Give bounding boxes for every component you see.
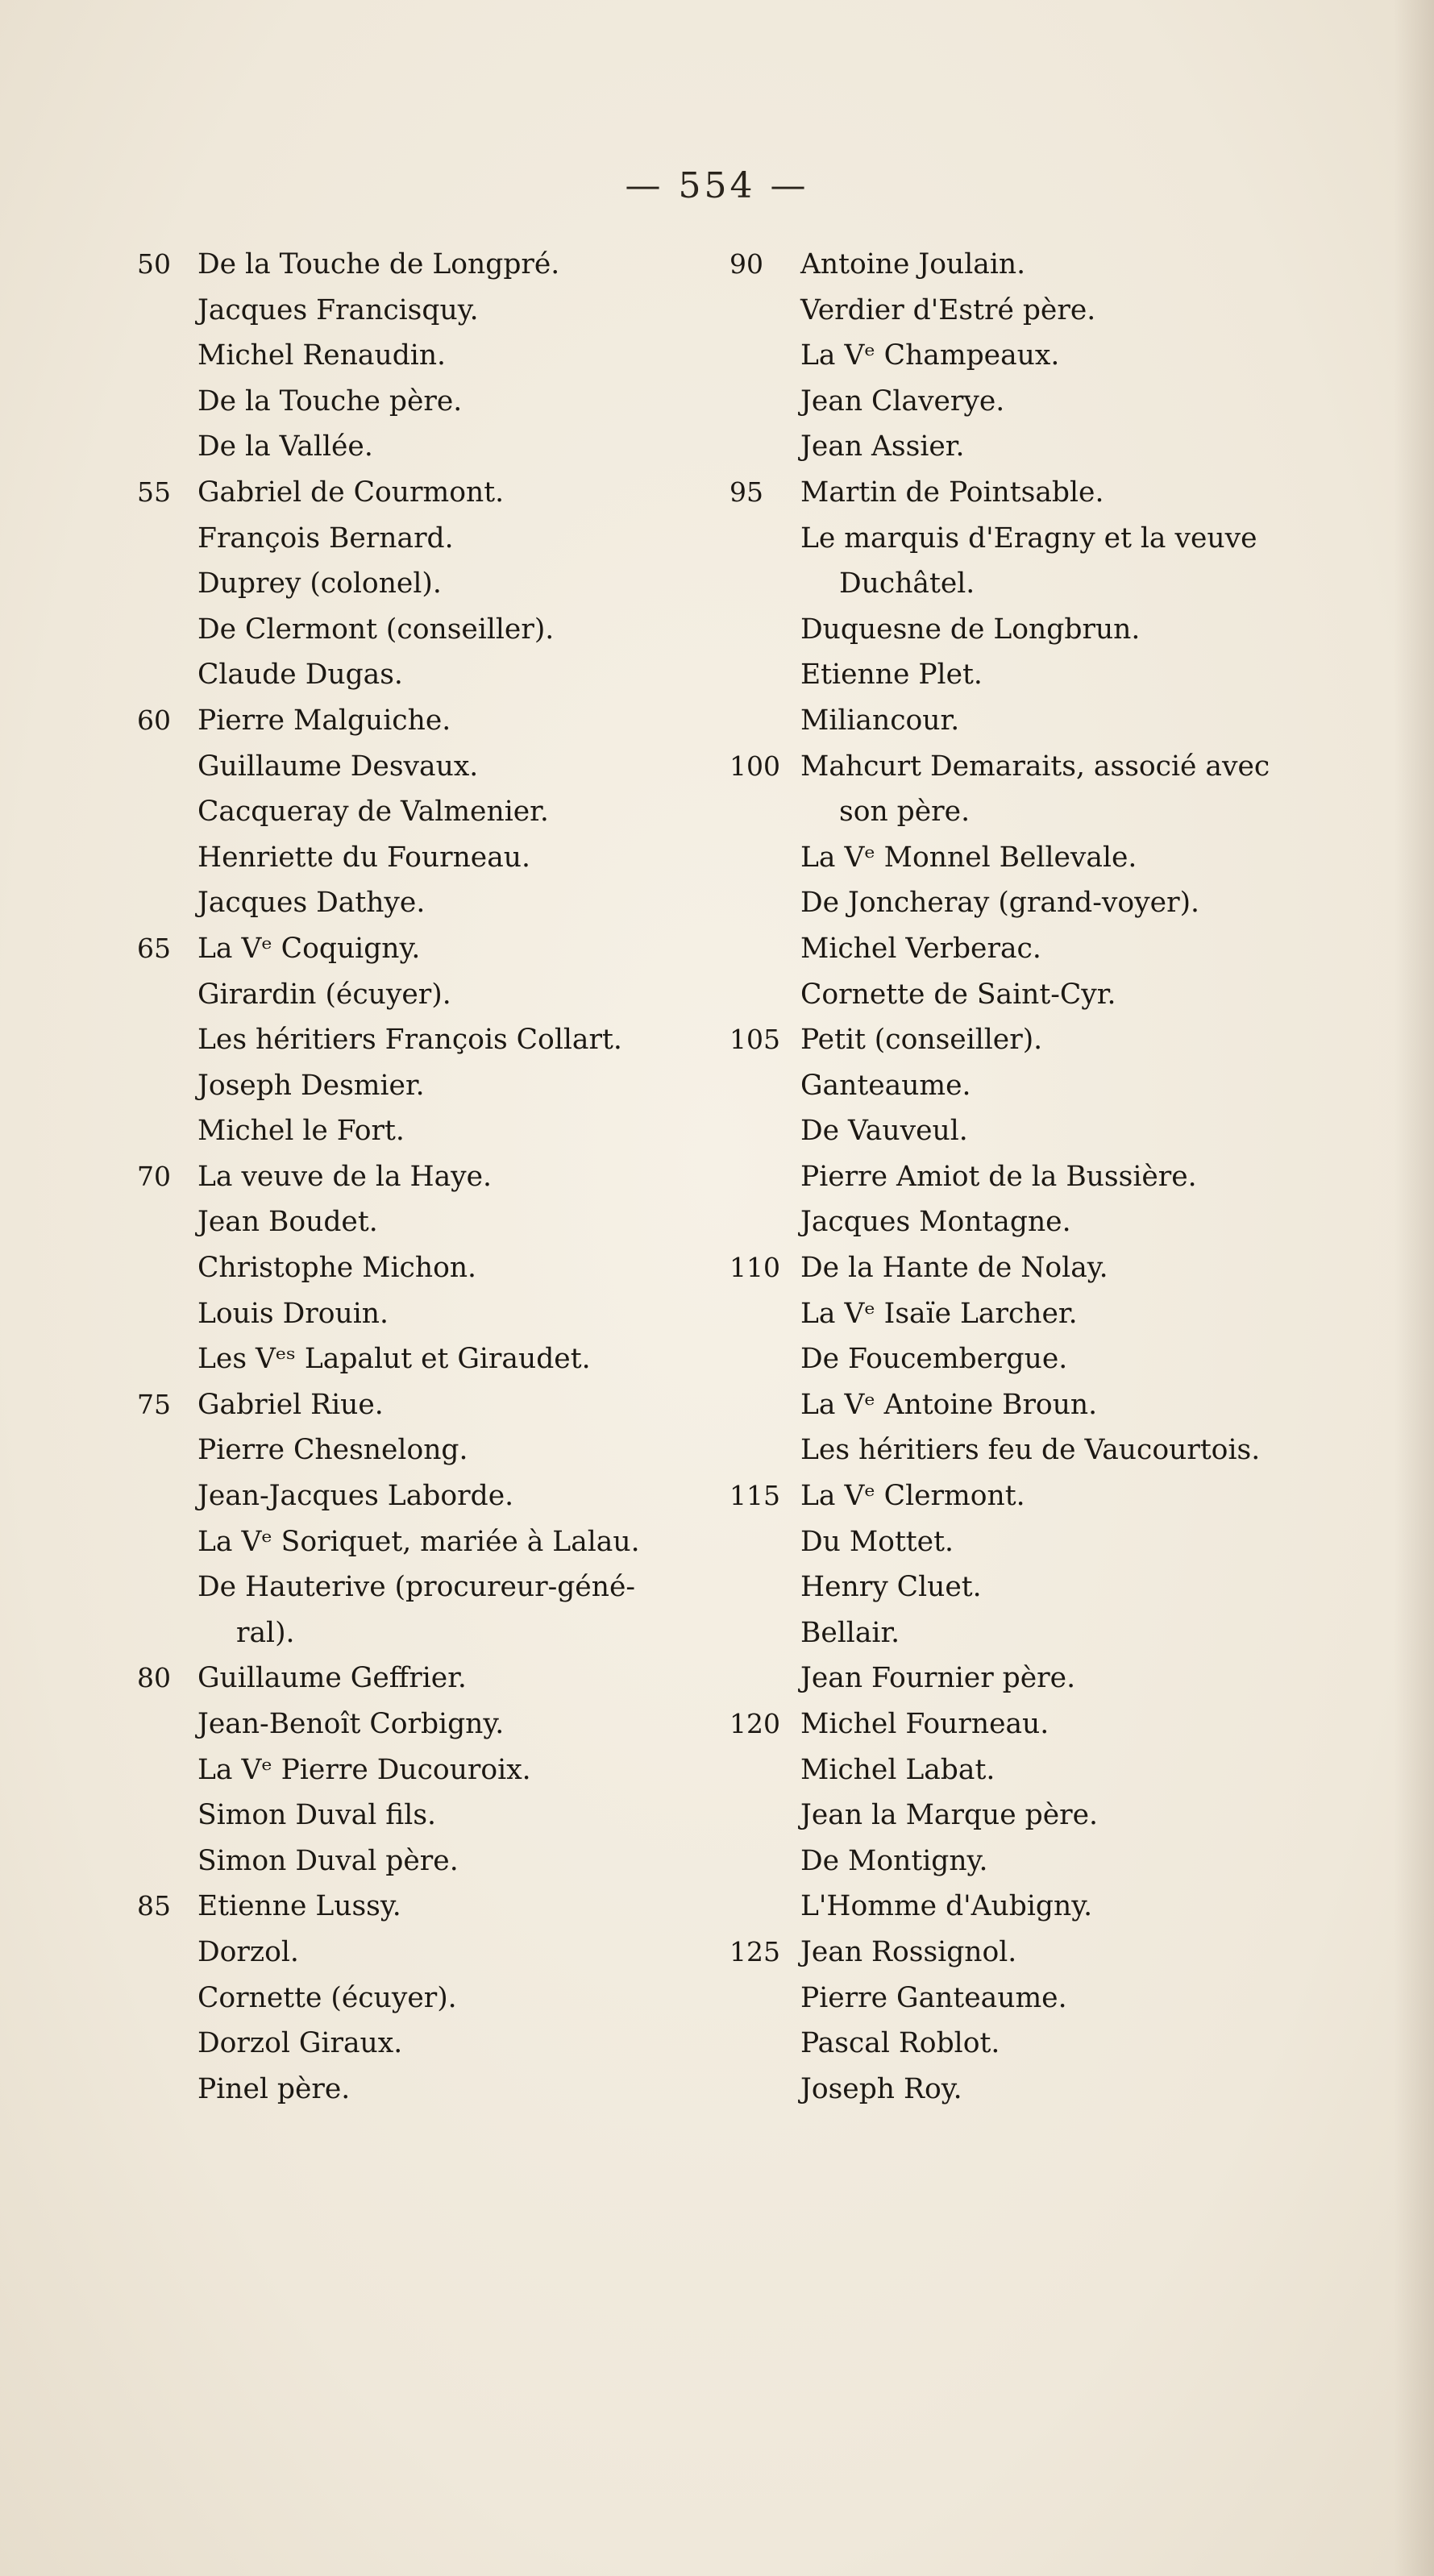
entry-name: De Hauterive (procureur-géné- (197, 1571, 636, 1604)
list-entry (729, 880, 1318, 926)
entry-name: La Vᵉ Pierre Ducouroix. (197, 1753, 531, 1786)
list-entry (137, 1108, 758, 1154)
entry-name: Du Mottet. (800, 1525, 954, 1558)
list-entry (729, 424, 1318, 470)
entry-name: La Vᵉ Isaïe Larcher. (800, 1297, 1078, 1330)
entry-name: De Vauveul. (800, 1115, 968, 1148)
entry-name: De Montigny. (800, 1844, 988, 1877)
entry-name: Cornette (écuyer). (197, 1981, 457, 2014)
entry-name: De la Hante de Nolay. (800, 1252, 1108, 1285)
list-entry (729, 1199, 1318, 1245)
list-entry (137, 1701, 758, 1747)
entry-number: 65 (137, 932, 171, 964)
list-entry (137, 607, 758, 653)
entry-name: Pierre Malguiche. (197, 704, 451, 737)
list-entry (137, 1063, 758, 1109)
entry-name: Les héritiers François Collart. (197, 1024, 622, 1057)
entry-number: 120 (729, 1708, 780, 1739)
entry-name: De Foucembergue. (800, 1343, 1068, 1376)
list-entry (137, 1336, 758, 1382)
entry-name: Henriette du Fourneau. (197, 841, 530, 874)
list-entry (729, 652, 1318, 698)
entry-number: 100 (729, 750, 780, 782)
entry-number: 95 (729, 476, 763, 508)
list-entry (729, 1793, 1318, 1839)
entry-name: De Clermont (conseiller). (197, 613, 555, 646)
list-entry (137, 1519, 758, 1565)
entry-name: Jean Rossignol. (800, 1935, 1017, 1968)
entry-number: 80 (137, 1662, 171, 1694)
entry-name: Gabriel de Courmont. (197, 476, 505, 509)
entry-name: Pierre Ganteaume. (800, 1981, 1067, 2014)
entry-name: Jean Assier. (800, 430, 965, 463)
list-entry (137, 1245, 758, 1291)
list-entry (729, 1701, 1318, 1747)
entry-name: Jacques Montagne. (800, 1206, 1071, 1239)
list-entry (729, 1108, 1318, 1154)
list-entry (137, 242, 758, 288)
entry-name: La Vᵉ Coquigny. (197, 932, 421, 965)
entry-number: 105 (729, 1024, 780, 1056)
list-entry (137, 1839, 758, 1884)
entry-name: Simon Duval fils. (197, 1799, 436, 1832)
entry-number: 110 (729, 1252, 780, 1284)
entry-name: Ganteaume. (800, 1069, 971, 1102)
entry-name: De Joncheray (grand-voyer). (800, 887, 1199, 920)
list-entry (729, 1154, 1318, 1200)
entry-name: Petit (conseiller). (800, 1024, 1043, 1057)
list-entry (137, 2067, 758, 2113)
list-entry (729, 1839, 1318, 1884)
list-entry (137, 1976, 758, 2021)
list-entry (137, 652, 758, 698)
list-entry (137, 1884, 758, 1930)
entry-name: Joseph Roy. (800, 2072, 962, 2105)
entry-number: 70 (137, 1160, 171, 1192)
entry-continuation: Duchâtel. (839, 567, 975, 600)
list-entry (137, 698, 758, 744)
list-entry (729, 1884, 1318, 1930)
entry-continuation: ral). (236, 1616, 295, 1649)
entry-name: Les Vᵉˢ Lapalut et Giraudet. (197, 1343, 591, 1376)
list-entry (137, 2021, 758, 2067)
entry-name: Gabriel Riue. (197, 1388, 384, 1421)
entry-name: Pierre Amiot de la Bussière. (800, 1160, 1197, 1193)
entry-name: Bellair. (800, 1616, 900, 1649)
list-entry (137, 1656, 758, 1701)
entry-number: 75 (137, 1388, 171, 1420)
entry-name: Joseph Desmier. (197, 1069, 425, 1102)
entry-name: La Vᵉ Clermont. (800, 1480, 1025, 1513)
entry-name: Pierre Chesnelong. (197, 1434, 468, 1467)
entry-name: Duquesne de Longbrun. (800, 613, 1141, 646)
entry-name: La veuve de la Haye. (197, 1160, 493, 1193)
entry-name: De la Touche de Longpré. (197, 248, 560, 280)
list-entry (137, 744, 758, 790)
entry-name: Jean Fournier père. (800, 1662, 1076, 1695)
entry-number: 50 (137, 248, 171, 280)
list-entry (137, 379, 758, 425)
entry-name: Dorzol. (197, 1935, 299, 1968)
entry-name: Jacques Dathye. (197, 887, 426, 920)
list-entry (137, 1930, 758, 1976)
entry-name: Guillaume Geffrier. (197, 1662, 467, 1695)
entry-name: Jean la Marque père. (800, 1799, 1099, 1832)
entry-name: Henry Cluet. (800, 1571, 982, 1604)
entry-name: Cornette de Saint-Cyr. (800, 978, 1116, 1011)
list-entry (137, 1564, 758, 1656)
page-edge-shadow (1394, 0, 1434, 2576)
list-entry (137, 880, 758, 926)
entry-name: De la Vallée. (197, 430, 373, 463)
list-entry (729, 744, 1318, 835)
entry-name: L'Homme d'Aubigny. (800, 1890, 1093, 1923)
entry-name: Pinel père. (197, 2072, 351, 2105)
list-entry (137, 561, 758, 607)
list-entry (137, 926, 758, 972)
entry-name: Etienne Plet. (800, 659, 983, 692)
list-entry (137, 1199, 758, 1245)
entry-name: Verdier d'Estré père. (800, 293, 1096, 326)
list-entry (137, 1427, 758, 1473)
entry-name: Etienne Lussy. (197, 1890, 401, 1923)
entry-number: 125 (729, 1935, 780, 1967)
list-entry (137, 516, 758, 562)
entry-name: Christophe Michon. (197, 1252, 477, 1285)
entry-name: Louis Drouin. (197, 1297, 389, 1330)
list-entry (729, 288, 1318, 334)
list-entry (729, 926, 1318, 972)
entry-name: Simon Duval père. (197, 1844, 459, 1877)
list-entry (729, 1336, 1318, 1382)
list-entry (137, 1291, 758, 1337)
entry-name: Antoine Joulain. (800, 248, 1026, 280)
list-entry (729, 1017, 1318, 1063)
entry-name: Claude Dugas. (197, 659, 403, 692)
entry-number: 55 (137, 476, 171, 508)
entry-name: Jean-Benoît Corbigny. (197, 1708, 505, 1740)
entry-name: La Vᵉ Antoine Broun. (800, 1388, 1098, 1421)
entry-name: Jacques Francisquy. (197, 293, 479, 326)
page-number: — 554 — (625, 165, 809, 206)
list-entry (729, 1656, 1318, 1701)
list-entry (729, 1245, 1318, 1291)
entry-name: Jean-Jacques Laborde. (197, 1480, 514, 1513)
list-entry (729, 1291, 1318, 1337)
entry-name: Jean Boudet. (197, 1206, 378, 1239)
entry-name: La Vᵉ Soriquet, mariée à Lalau. (197, 1525, 640, 1558)
entry-name: Duprey (colonel). (197, 567, 442, 600)
entry-number: 90 (729, 248, 763, 280)
entry-name: François Bernard. (197, 521, 454, 555)
list-entry (729, 1747, 1318, 1793)
entry-name: La Vᵉ Monnel Bellevale. (800, 841, 1137, 874)
list-entry (137, 333, 758, 379)
entry-name: La Vᵉ Champeaux. (800, 339, 1060, 372)
entry-name: Guillaume Desvaux. (197, 750, 479, 783)
entry-continuation: son père. (839, 796, 971, 829)
list-entry (729, 1382, 1318, 1428)
list-entry (137, 470, 758, 516)
entry-name: Michel Verberac. (800, 932, 1041, 965)
list-entry (137, 972, 758, 1018)
entry-number: 85 (137, 1890, 171, 1922)
entry-name: Michel Renaudin. (197, 339, 447, 372)
entry-name: Les héritiers feu de Vaucourtois. (800, 1434, 1261, 1467)
entry-name: Jean Claverye. (800, 384, 1005, 418)
list-entry (729, 516, 1318, 607)
list-entry (729, 333, 1318, 379)
list-entry (729, 1063, 1318, 1109)
list-entry (729, 698, 1318, 744)
entry-name: Cacqueray de Valmenier. (197, 796, 549, 829)
list-entry (729, 470, 1318, 516)
list-entry (729, 1930, 1318, 1976)
entry-name: Michel Labat. (800, 1753, 995, 1786)
list-entry (729, 835, 1318, 881)
list-entry (729, 2067, 1318, 2113)
list-entry (729, 607, 1318, 653)
list-entry (729, 1564, 1318, 1610)
list-entry (729, 1976, 1318, 2021)
list-entry (729, 1427, 1318, 1473)
entry-name: Miliancour. (800, 704, 960, 737)
list-entry (137, 424, 758, 470)
entry-name: Martin de Pointsable. (800, 476, 1104, 509)
list-entry (137, 789, 758, 835)
entry-name: De la Touche père. (197, 384, 463, 418)
list-entry (729, 972, 1318, 1018)
left-column (137, 242, 758, 2112)
right-column (729, 242, 1318, 2112)
list-entry (729, 379, 1318, 425)
list-entry (137, 1382, 758, 1428)
entry-name: Dorzol Giraux. (197, 2027, 403, 2060)
list-entry (729, 1519, 1318, 1565)
list-entry (729, 242, 1318, 288)
list-entry (137, 1473, 758, 1519)
list-entry (729, 1473, 1318, 1519)
list-entry (729, 1610, 1318, 1656)
list-entry (137, 1017, 758, 1063)
entry-number: 60 (137, 704, 171, 736)
list-entry (137, 835, 758, 881)
entry-name: Pascal Roblot. (800, 2027, 1000, 2060)
entry-name: Girardin (écuyer). (197, 978, 451, 1011)
entry-number: 115 (729, 1480, 780, 1512)
list-entry (137, 1793, 758, 1839)
list-entry (137, 1154, 758, 1200)
list-entry (729, 2021, 1318, 2067)
entry-name: Michel le Fort. (197, 1115, 405, 1148)
entry-name: Mahcurt Demaraits, associé avec (800, 750, 1270, 783)
entry-name: Michel Fourneau. (800, 1708, 1050, 1740)
list-entry (137, 1747, 758, 1793)
list-entry (137, 288, 758, 334)
entry-name: Le marquis d'Eragny et la veuve (800, 521, 1257, 555)
